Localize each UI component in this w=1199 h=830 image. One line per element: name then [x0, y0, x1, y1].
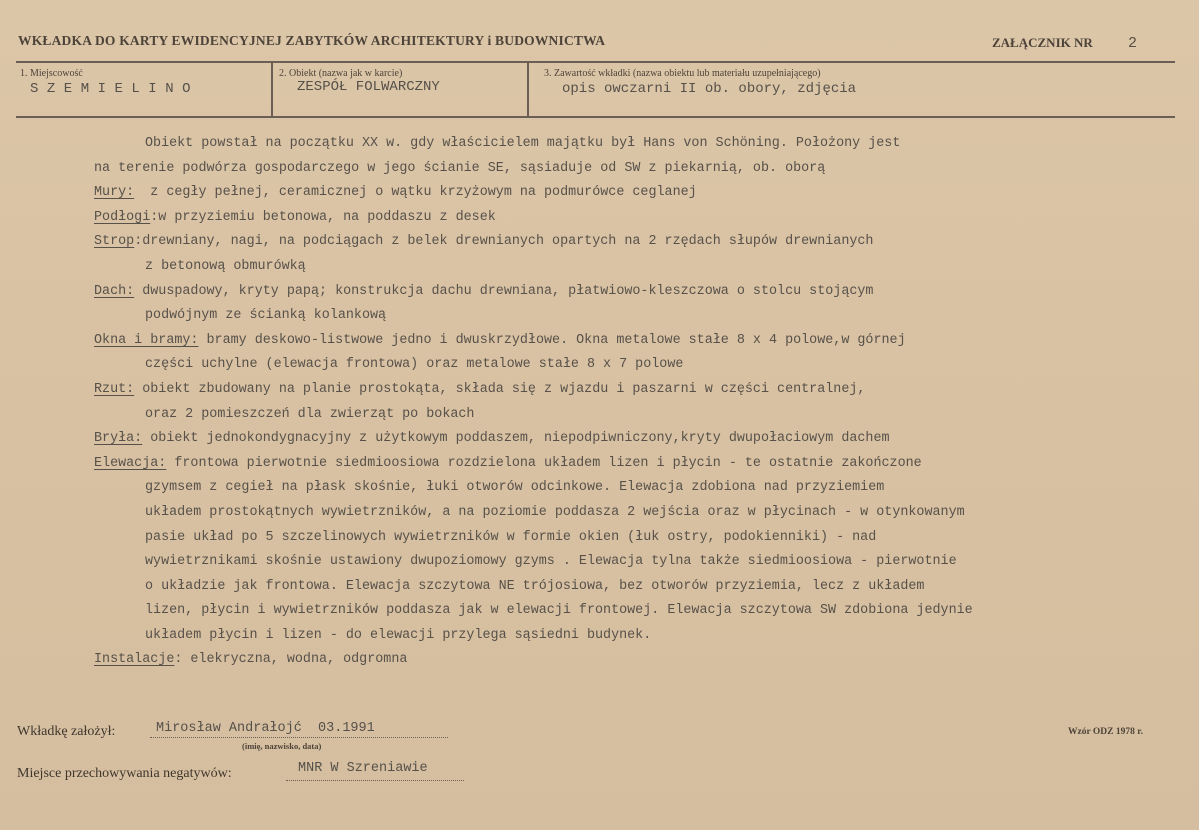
walls-text: z cegły pełnej, ceramicznej o wątku krzyżowym na podmurówce ceglanej — [134, 185, 697, 201]
author-value: Mirosław Andrałojć 03.1991 — [156, 721, 375, 736]
content-value: opis owczarni II ob. obory, zdjęcia — [562, 81, 857, 97]
form-model-id: Wzór ODZ 1978 r. — [1068, 727, 1143, 737]
ceiling-line-2: z betonową obmurówką — [145, 258, 306, 274]
content-label: 3. Zawartość wkładki (nazwa obiektu lub materiału uzupełniającego) — [544, 68, 821, 79]
ceiling-text: :drewniany, nagi, na podciągach z belek drewnianych opartych na 2 rzędach słupów drewnianych — [134, 234, 874, 250]
elevation-text: frontowa pierwotnie siedmioosiowa rozdzielona układem lizen i płycin - te ostatnie zakończone — [166, 455, 922, 471]
intro-line-2: na terenie podwórza gospodarczego w jego ścianie SE, sąsiaduje od SW z piekarnią, ob. oborą — [94, 160, 826, 176]
elevation-label: Elewacja: — [94, 455, 167, 471]
walls-label: Mury: — [94, 185, 135, 201]
author-caption: (imię, nazwisko, data) — [242, 741, 322, 751]
author-label: Wkładkę założył: — [17, 724, 116, 739]
floors-line — [94, 206, 1184, 231]
windows-label: Okna i bramy: — [94, 332, 199, 348]
place-label: 1. Miejscowość — [20, 68, 83, 79]
massing-text: obiekt jednokondygnacyjny z użytkowym poddaszem, niepodpiwniczony,kryty dwupołaciowym dachem — [142, 431, 890, 447]
form-title: WKŁADKA DO KARTY EWIDENCYJNEJ ZABYTKÓW ARCHITEKTURY i BUDOWNICTWA — [18, 33, 606, 48]
storage-value: MNR W Szreniawie — [298, 761, 428, 776]
roof-label: Dach: — [94, 283, 135, 299]
intro-line-1: Obiekt powstał na początku XX w. gdy właścicielem majątku był Hans von Schöning. Położony jest — [145, 136, 901, 151]
elevation-line-1 — [94, 452, 1184, 477]
object-value: ZESPÓŁ FOLWARCZNY — [297, 79, 440, 95]
elevation-line-2: gzymsem z cegieł na płask skośnie, łuki otworów odcinkowe. Elewacja zdobiona nad przyziemiem — [145, 480, 885, 496]
massing-label: Bryła: — [94, 431, 143, 447]
elevation-line-4: pasie układ po 5 szczelinowych wywietrzników w formie okien (łuk ostry, podokienniki) - nad — [145, 529, 877, 545]
roof-line-2: podwójnym ze ścianką kolankową — [145, 308, 387, 324]
field-divider-1 — [271, 62, 273, 117]
installations-label: Instalacje — [94, 652, 175, 668]
storage-dotted-line — [286, 780, 464, 781]
plan-text: obiekt zbudowany na planie prostokąta, składa się z wjazdu i paszarni w części centralnej, — [134, 381, 866, 397]
massing-line — [94, 427, 1184, 452]
windows-line-1 — [94, 329, 1184, 354]
installations-text: : elekryczna, wodna, odgromna — [174, 652, 408, 668]
field-divider-2 — [527, 62, 529, 117]
roof-text: dwuspadowy, kryty papą; konstrukcja dachu drewniana, płatwiowo-kleszczowa o stolcu stojącym — [134, 283, 874, 299]
elevation-line-5: wywietrznikami skośnie ustawiony dwupoziomowy gzyms . Elewacja tylna także siedmioosiowa - pierwotnie — [145, 554, 957, 570]
storage-label: Miejsce przechowywania negatywów: — [17, 766, 232, 781]
header-rule-bottom — [16, 116, 1175, 118]
elevation-line-8: układem płycin i lizen - do elewacji przylega sąsiedni budynek. — [145, 627, 652, 643]
annex-number: 2 — [1128, 35, 1138, 52]
floors-text: :w przyziemiu betonowa, na poddaszu z desek — [150, 209, 496, 225]
description-body — [94, 132, 1184, 673]
plan-label: Rzut: — [94, 381, 135, 397]
header-rule-top — [16, 61, 1175, 63]
ceiling-label: Strop — [94, 234, 135, 250]
elevation-line-7: lizen, płycin i wywietrzników poddasza jak w elewacji frontowej. Elewacja szczytowa SW zdobiona jedynie — [145, 603, 973, 619]
windows-line-2: części uchylne (elewacja frontowa) oraz metalowe stałe 8 x 7 polowe — [145, 357, 684, 373]
object-label: 2. Obiekt (nazwa jak w karcie) — [279, 68, 403, 79]
floors-label: Podłogi — [94, 209, 151, 225]
windows-text: bramy deskowo-listwowe jedno i dwuskrzydłowe. Okna metalowe stałe 8 x 4 polowe,w górnej — [198, 332, 906, 348]
installations-line — [94, 648, 1184, 673]
elevation-line-6: o układzie jak frontowa. Elewacja szczytowa NE trójosiowa, bez otworów przyziemia, lecz z układem — [145, 578, 925, 594]
elevation-line-3: układem prostokątnych wywietrzników, a na poziomie poddasza 2 wejścia oraz w płycinach - w otynkowanym — [145, 504, 965, 520]
roof-line-1 — [94, 280, 1184, 305]
plan-line-1 — [94, 378, 1184, 403]
plan-line-2: oraz 2 pomieszczeń dla zwierząt po bokach — [145, 406, 475, 422]
place-value: SZEMIELINO — [30, 81, 200, 97]
ceiling-line-1 — [94, 230, 1184, 255]
annex-label: ZAŁĄCZNIK NR — [992, 35, 1093, 50]
walls-line — [94, 181, 1184, 206]
author-dotted-line — [150, 737, 448, 738]
